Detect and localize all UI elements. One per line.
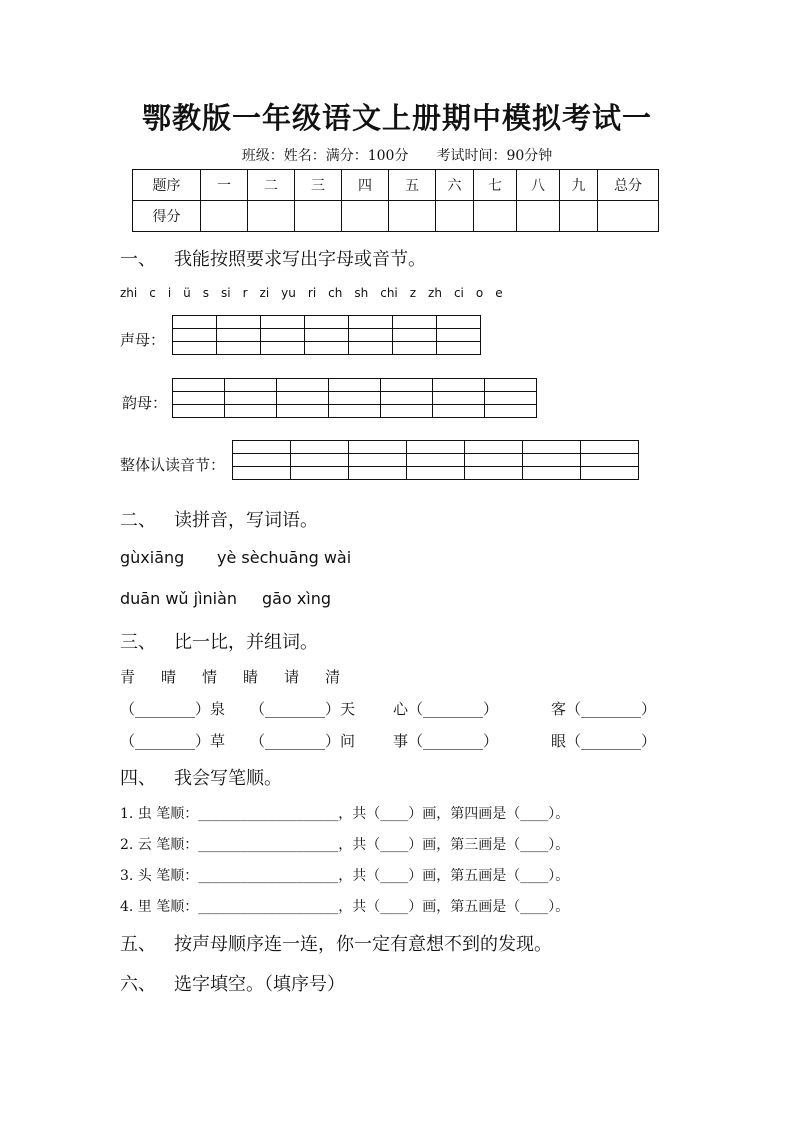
yunmu-writing-grid[interactable]	[172, 378, 537, 418]
score-header-cell: 三	[295, 170, 342, 201]
score-header-cell: 一	[201, 170, 248, 201]
section-title: 读拼音，写词语。	[174, 510, 318, 531]
score-row-label: 得分	[133, 201, 201, 232]
pinyin-word: gāo xìng	[262, 589, 332, 608]
score-table-header-row	[133, 170, 659, 201]
section-number: 六、	[120, 974, 156, 995]
pinyin-word: yè sèchuāng wài	[217, 548, 352, 567]
shengmu-writing-grid[interactable]	[172, 315, 481, 355]
section-title: 按声母顺序连一连，你一定有意想不到的发现。	[174, 934, 552, 955]
score-table-score-row	[133, 201, 659, 232]
score-header-cell: 七	[474, 170, 517, 201]
letters-list: zhi c i ü s si r zi yu ri ch sh chi z zh ci o e	[120, 286, 503, 300]
stroke-order-item[interactable]: 3. 头 笔顺：____________________，共（____）画，第五画是（____）。	[120, 868, 570, 884]
word-blank[interactable]: （________）泉	[120, 700, 226, 718]
compare-char: 情	[202, 668, 218, 686]
score-input-cell[interactable]	[201, 201, 248, 232]
section-title: 选字填空。（填序号）	[174, 974, 345, 995]
score-header-cell: 九	[560, 170, 598, 201]
score-header-cell: 四	[342, 170, 389, 201]
score-input-cell[interactable]	[295, 201, 342, 232]
section-5-heading	[120, 930, 552, 956]
score-input-cell[interactable]	[389, 201, 436, 232]
word-blank[interactable]: 客（________）	[551, 700, 657, 718]
score-input-cell[interactable]	[560, 201, 598, 232]
section-number: 一、	[120, 249, 156, 270]
stroke-order-item[interactable]: 2. 云 笔顺：____________________，共（____）画，第三画是（____）。	[120, 837, 570, 853]
compare-char: 请	[284, 668, 300, 686]
yunmu-label: 韵母：	[122, 394, 168, 412]
section-title: 比一比，并组词。	[174, 632, 318, 653]
score-header-cell: 八	[517, 170, 560, 201]
section-2-heading	[120, 506, 318, 532]
score-input-cell[interactable]	[517, 201, 560, 232]
stroke-order-item[interactable]: 4. 里 笔顺：____________________，共（____）画，第五画是（____）。	[120, 899, 570, 915]
section-1-heading	[120, 245, 426, 271]
page-title: 鄂教版一年级语文上册期中模拟考试一	[141, 101, 652, 135]
section-6-heading	[120, 970, 345, 996]
word-blank[interactable]: （________）天	[250, 700, 356, 718]
section-number: 五、	[120, 934, 156, 955]
word-blank[interactable]: 心（________）	[393, 700, 499, 718]
score-header-cell: 题序	[133, 170, 201, 201]
exam-info: 班级：姓名：满分：100分 考试时间：90分钟	[241, 148, 553, 164]
zhengti-writing-grid[interactable]	[232, 440, 639, 480]
score-input-cell[interactable]	[436, 201, 474, 232]
compare-char: 清	[325, 668, 341, 686]
section-number: 四、	[120, 768, 156, 789]
compare-char: 青	[120, 668, 136, 686]
word-blank[interactable]: （________）草	[120, 732, 226, 750]
compare-char: 晴	[161, 668, 177, 686]
shengmu-label: 声母：	[120, 331, 166, 349]
section-3-heading	[120, 628, 318, 654]
score-table	[132, 169, 659, 232]
zhengti-label: 整体认读音节：	[120, 456, 226, 474]
compare-char: 睛	[243, 668, 259, 686]
score-header-cell: 六	[436, 170, 474, 201]
score-input-cell[interactable]	[342, 201, 389, 232]
score-header-cell: 五	[389, 170, 436, 201]
score-header-cell: 二	[248, 170, 295, 201]
char-list	[120, 666, 340, 687]
section-title: 我能按照要求写出字母或音节。	[174, 249, 426, 270]
word-blank[interactable]: （________）问	[250, 732, 356, 750]
stroke-order-item[interactable]: 1. 虫 笔顺：____________________，共（____）画，第四画是（____）。	[120, 806, 570, 822]
score-input-cell[interactable]	[248, 201, 295, 232]
section-number: 三、	[120, 632, 156, 653]
word-blank[interactable]: 眼（________）	[551, 732, 657, 750]
section-number: 二、	[120, 510, 156, 531]
word-blank[interactable]: 事（________）	[393, 732, 499, 750]
pinyin-word: gùxiāng	[120, 548, 185, 567]
pinyin-word: duān wǔ jìniàn	[120, 589, 238, 608]
section-4-heading	[120, 764, 282, 790]
section-title: 我会写笔顺。	[174, 768, 282, 789]
score-input-cell[interactable]	[598, 201, 659, 232]
score-input-cell[interactable]	[474, 201, 517, 232]
score-header-cell: 总分	[598, 170, 659, 201]
